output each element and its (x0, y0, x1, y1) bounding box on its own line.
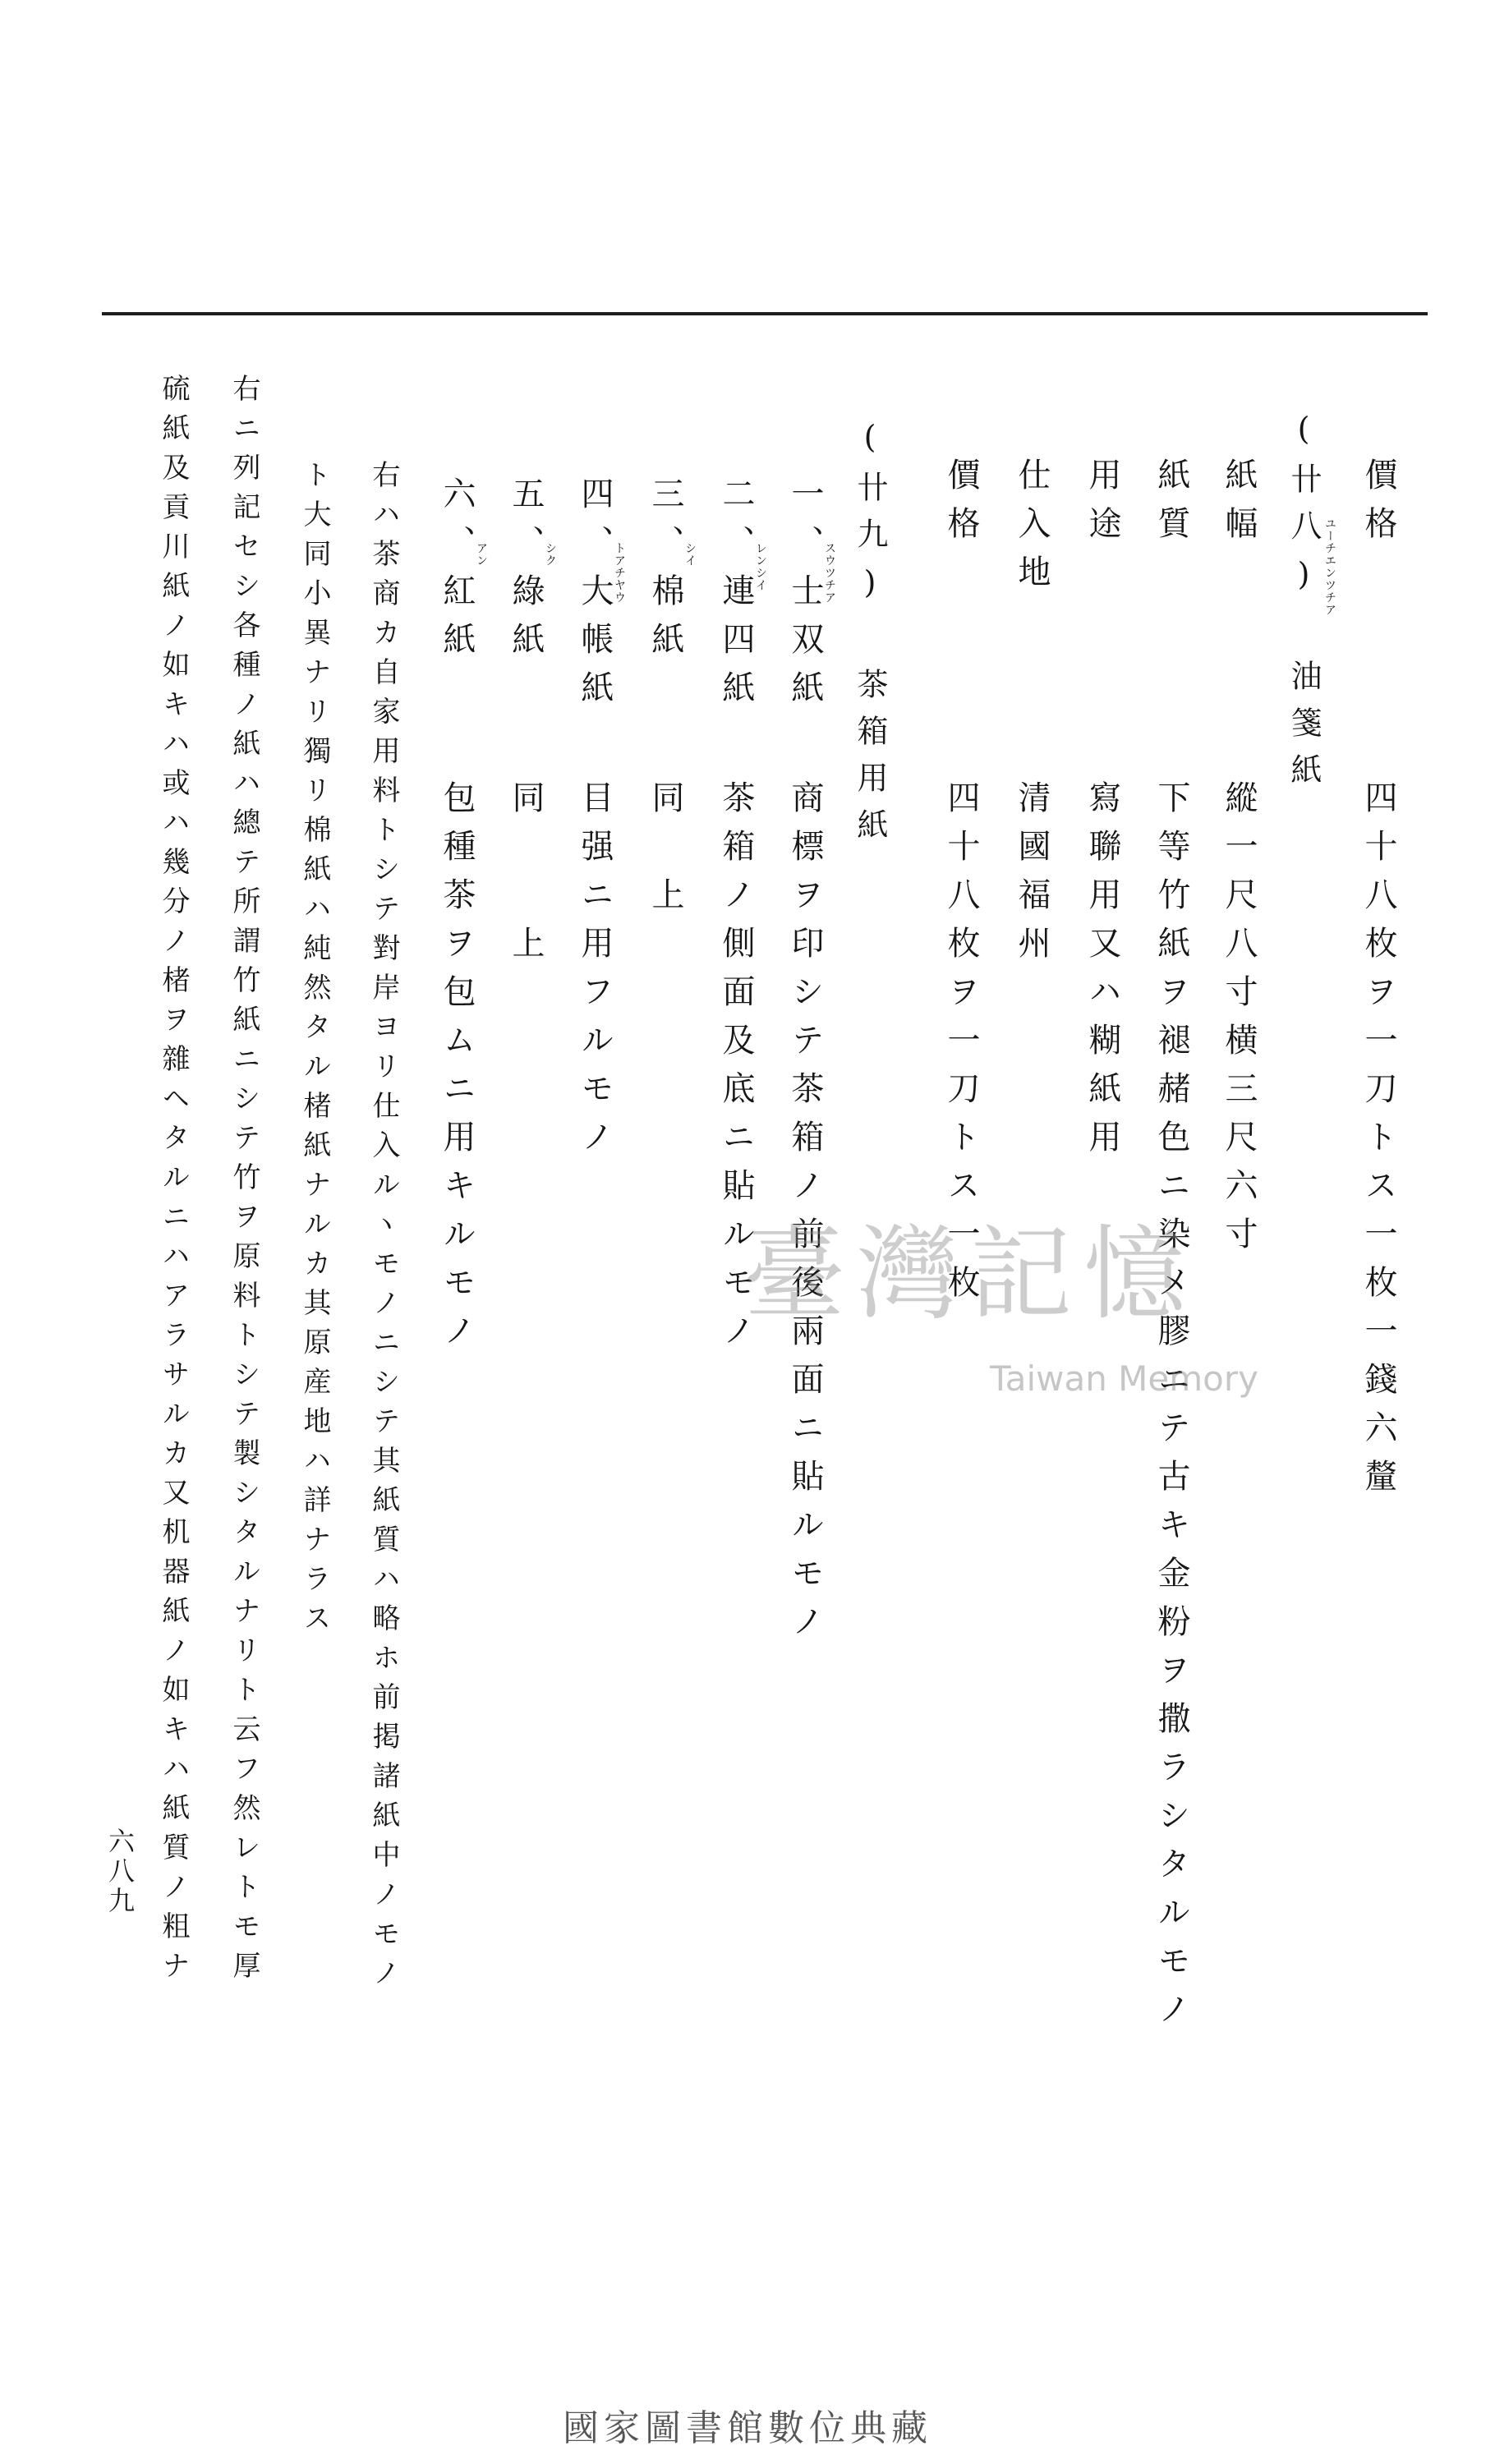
quality-value: 下等竹紙ヲ褪赭色ニ染メ膠ニテ古キ金粉ヲ撒ラシタルモノ (1152, 780, 1190, 2040)
footer-collection: 國家圖書館數位典藏 (563, 2407, 932, 2449)
usage-value: 寫聯用又ハ糊紙用 (1083, 780, 1121, 1168)
item-2-value: 茶箱ノ側面及底ニ貼ルモノ (717, 780, 755, 1362)
page-number: 六八九 (104, 1827, 136, 1916)
ruby-youjian: ユーチエンツチア (1323, 517, 1336, 616)
section-heading-tea-box: (卄九) 茶箱用紙 (852, 419, 888, 855)
section-heading-youjian: (卄八) 油箋紙 (1286, 411, 1322, 800)
item-5-label: 五、綠紙 (507, 476, 545, 670)
quality-label: 紙質 (1152, 457, 1190, 554)
ruby-dazhang: トアチヤウ (613, 542, 626, 604)
watermark-en: Taiwan Memory (990, 1358, 1258, 1399)
source-label: 仕入地 (1013, 457, 1051, 603)
price-label-1: 價格 (1359, 457, 1397, 554)
item-4-label: 四、大帳紙 (576, 476, 614, 719)
summary-line-2: 硫紙及貢川紙ノ如キハ或ハ幾分ノ楮ヲ雜ヘタルニハアラサルカ又机器紙ノ如キハ紙質ノ粗ナ (157, 374, 190, 1990)
ruby-shishuang: スウツチア (823, 542, 836, 604)
item-6-label: 六、紅紙 (438, 476, 476, 670)
price-value-2: 四十八枚ヲ一刀トス一枚 (942, 780, 980, 1313)
ruby-lu: シク (544, 542, 557, 567)
item-1-value: 商標ヲ印シテ茶箱ノ前後兩面ニ貼ルモノ (786, 780, 824, 1653)
width-value: 縱一尺八寸横三尺六寸 (1220, 780, 1258, 1265)
watermark-cn: 臺灣記憶 (743, 1216, 1198, 1334)
source-value: 清國福州 (1013, 780, 1051, 974)
note-line-1: 右ハ茶商カ自家用料トシテ對岸ヨリ仕入ルヽモノニシテ其紙質ハ略ホ前掲諸紙中ノモノ (367, 460, 400, 1997)
item-2-label: 二、連四紙 (717, 476, 755, 719)
summary-line-1: 右ニ列記セシ各種ノ紙ハ總テ所謂竹紙ニシテ竹ヲ原料トシテ製シタルナリト云フ然レトモ厚 (228, 374, 260, 1990)
width-label: 紙幅 (1220, 457, 1258, 554)
item-3-value: 同 上 (646, 780, 684, 926)
price-label-2: 價格 (942, 457, 980, 554)
note-line-2: ト大同小異ナリ獨リ棉紙ハ純然タル楮紙ナルカ其原産地ハ詳ナラス (298, 460, 331, 1643)
price-value-1: 四十八枚ヲ一刀トス一枚一錢六釐 (1359, 780, 1397, 1507)
usage-label: 用途 (1083, 457, 1121, 554)
item-1-label: 一、士双紙 (786, 476, 824, 719)
item-4-value: 目强ニ用フルモノ (576, 780, 614, 1168)
ruby-hong: アン (475, 542, 488, 567)
item-5-value: 同 上 (507, 780, 545, 974)
ruby-liansi: レンシイ (754, 542, 767, 591)
header-rule (102, 312, 1428, 315)
ruby-mian: シイ (683, 542, 697, 567)
item-6-value: 包種茶ヲ包ムニ用キルモノ (438, 780, 476, 1362)
item-3-label: 三、棉紙 (646, 476, 684, 670)
